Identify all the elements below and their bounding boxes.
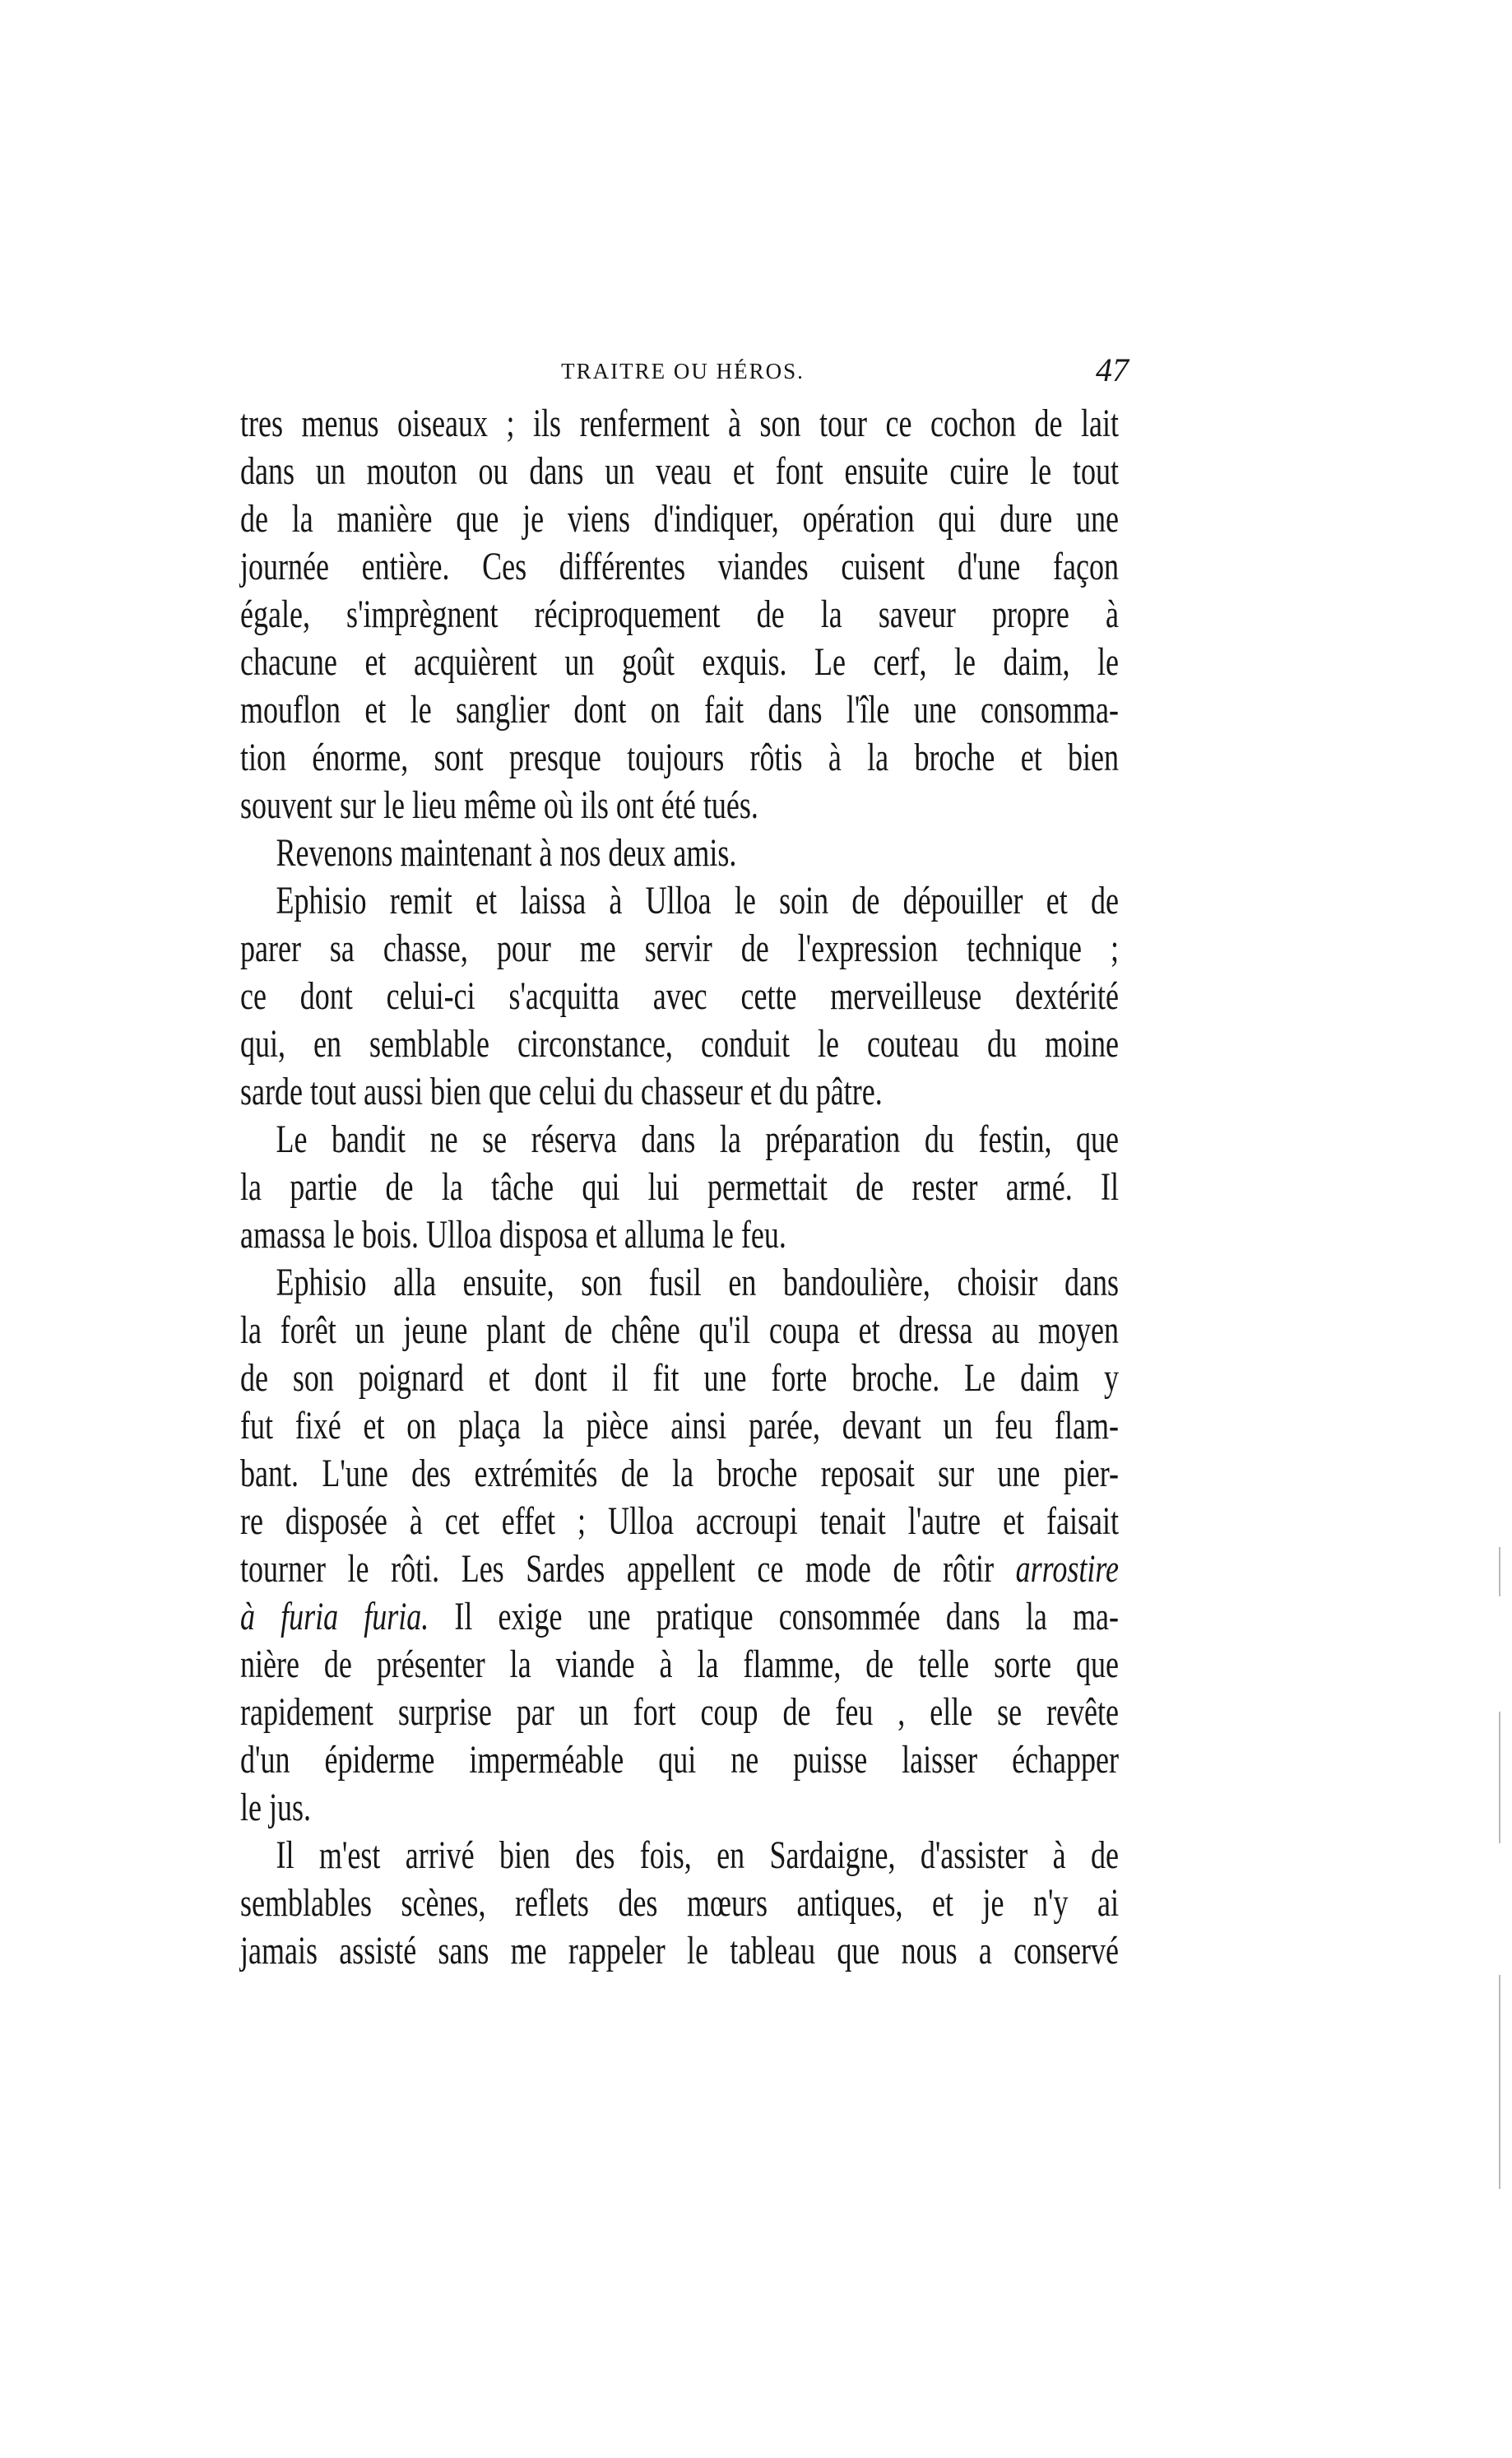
line-text: chacune et acquièrent un goût exquis. Le cerf, le daim, le bbox=[240, 640, 1119, 684]
text-line bbox=[240, 1593, 1119, 1641]
line-text: re disposée à cet effet ; Ulloa accroupi tenait l'autre et faisait bbox=[240, 1499, 1119, 1543]
line-text: Le bandit ne se réserva dans la préparation du festin, que bbox=[276, 1117, 1119, 1161]
line-text: ce dont celui-ci s'acquitta avec cette merveilleuse dextérité bbox=[240, 974, 1119, 1018]
text-line bbox=[240, 1832, 1119, 1880]
line-text: Il exige une pratique consommée dans la ma- bbox=[429, 1595, 1120, 1638]
italic-phrase: arrostire bbox=[1015, 1547, 1119, 1591]
text-line bbox=[240, 782, 1119, 829]
text-line bbox=[240, 1020, 1119, 1068]
text-line bbox=[240, 1354, 1119, 1402]
text-line bbox=[240, 1116, 1119, 1164]
line-text: journée entière. Ces différentes viandes cuisent d'une façon bbox=[240, 545, 1119, 588]
line-text: bant. L'une des extrémités de la broche reposait sur une pier- bbox=[240, 1452, 1119, 1495]
text-line bbox=[240, 543, 1119, 591]
line-text: souvent sur le lieu même où ils ont été tués. bbox=[240, 783, 758, 827]
text-line bbox=[240, 1880, 1119, 1927]
line-text: Il m'est arrivé bien des fois, en Sardaigne, d'assister à de bbox=[276, 1833, 1119, 1877]
line-text: mouflon et le sanglier dont on fait dans l'île une consomma- bbox=[240, 688, 1119, 732]
text-line bbox=[240, 1307, 1119, 1354]
text-line bbox=[240, 1736, 1119, 1784]
text-line bbox=[240, 1068, 1119, 1116]
text-line bbox=[240, 448, 1119, 495]
text-line bbox=[240, 591, 1119, 639]
line-text: Ephisio alla ensuite, son fusil en bandoulière, choisir dans bbox=[276, 1261, 1119, 1304]
text-line bbox=[240, 1498, 1119, 1545]
text-line bbox=[240, 400, 1119, 448]
line-text: dans un mouton ou dans un veau et font ensuite cuire le tout bbox=[240, 449, 1119, 493]
line-text: tion énorme, sont presque toujours rôtis à la broche et bien bbox=[240, 736, 1119, 779]
text-line bbox=[240, 1164, 1119, 1211]
text-line bbox=[240, 1689, 1119, 1736]
text-line bbox=[240, 877, 1119, 925]
text-line bbox=[240, 1784, 1119, 1832]
line-text: fut fixé et on plaça la pièce ainsi parée, devant un feu flam- bbox=[240, 1404, 1119, 1447]
line-text: semblables scènes, reflets des mœurs antiques, et je n'y ai bbox=[240, 1881, 1119, 1925]
line-text: jamais assisté sans me rappeler le tableau que nous a conservé bbox=[240, 1929, 1119, 1972]
line-text: parer sa chasse, pour me servir de l'expression technique ; bbox=[240, 927, 1119, 970]
line-text: rapidement surprise par un fort coup de feu , elle se revête bbox=[240, 1690, 1119, 1734]
line-text: qui, en semblable circonstance, conduit le couteau du moine bbox=[240, 1022, 1119, 1066]
text-line bbox=[240, 1641, 1119, 1689]
italic-phrase: à furia furia. bbox=[240, 1595, 429, 1638]
line-text: de la manière que je viens d'indiquer, opération qui dure une bbox=[240, 497, 1119, 541]
line-text: le jus. bbox=[240, 1786, 311, 1829]
line-text: Ephisio remit et laissa à Ulloa le soin de dépouiller et de bbox=[276, 879, 1119, 922]
line-text: la forêt un jeune plant de chêne qu'il coupa et dressa au moyen bbox=[240, 1308, 1119, 1352]
body-text bbox=[240, 400, 1119, 1975]
text-line bbox=[240, 1211, 1119, 1259]
line-text: amassa le bois. Ulloa disposa et alluma le feu. bbox=[240, 1213, 786, 1257]
line-text: égale, s'imprègnent réciproquement de la saveur propre à bbox=[240, 592, 1119, 636]
text-line bbox=[240, 1450, 1119, 1498]
text-line bbox=[240, 973, 1119, 1020]
text-line bbox=[240, 1259, 1119, 1307]
running-title: TRAITRE OU HÉROS. bbox=[561, 359, 805, 383]
line-text: d'un épiderme imperméable qui ne puisse laisser échapper bbox=[240, 1738, 1119, 1782]
line-text: la partie de la tâche qui lui permettait de rester armé. Il bbox=[240, 1165, 1119, 1209]
line-text: Revenons maintenant à nos deux amis. bbox=[276, 831, 737, 875]
text-line bbox=[240, 829, 1119, 877]
line-text: nière de présenter la viande à la flamme, de telle sorte que bbox=[240, 1643, 1119, 1686]
text-line bbox=[240, 495, 1119, 543]
scan-artifact bbox=[1499, 1712, 1500, 1843]
text-line bbox=[240, 1927, 1119, 1975]
page-number: 47 bbox=[1096, 351, 1129, 388]
scan-artifact bbox=[1499, 1547, 1500, 1596]
line-text: de son poignard et dont il fit une forte broche. Le daim y bbox=[240, 1356, 1119, 1400]
line-text: tourner le rôti. Les Sardes appellent ce mode de rôtir bbox=[240, 1547, 1016, 1591]
line-text: sarde tout aussi bien que celui du chasseur et du pâtre. bbox=[240, 1070, 883, 1113]
line-text: tres menus oiseaux ; ils renferment à son tour ce cochon de lait bbox=[240, 402, 1119, 445]
text-line bbox=[240, 639, 1119, 686]
text-line bbox=[240, 925, 1119, 973]
scan-artifact bbox=[1499, 1975, 1500, 2189]
text-line bbox=[240, 734, 1119, 782]
text-line bbox=[240, 1402, 1119, 1450]
text-line bbox=[240, 1545, 1119, 1593]
text-line bbox=[240, 686, 1119, 734]
